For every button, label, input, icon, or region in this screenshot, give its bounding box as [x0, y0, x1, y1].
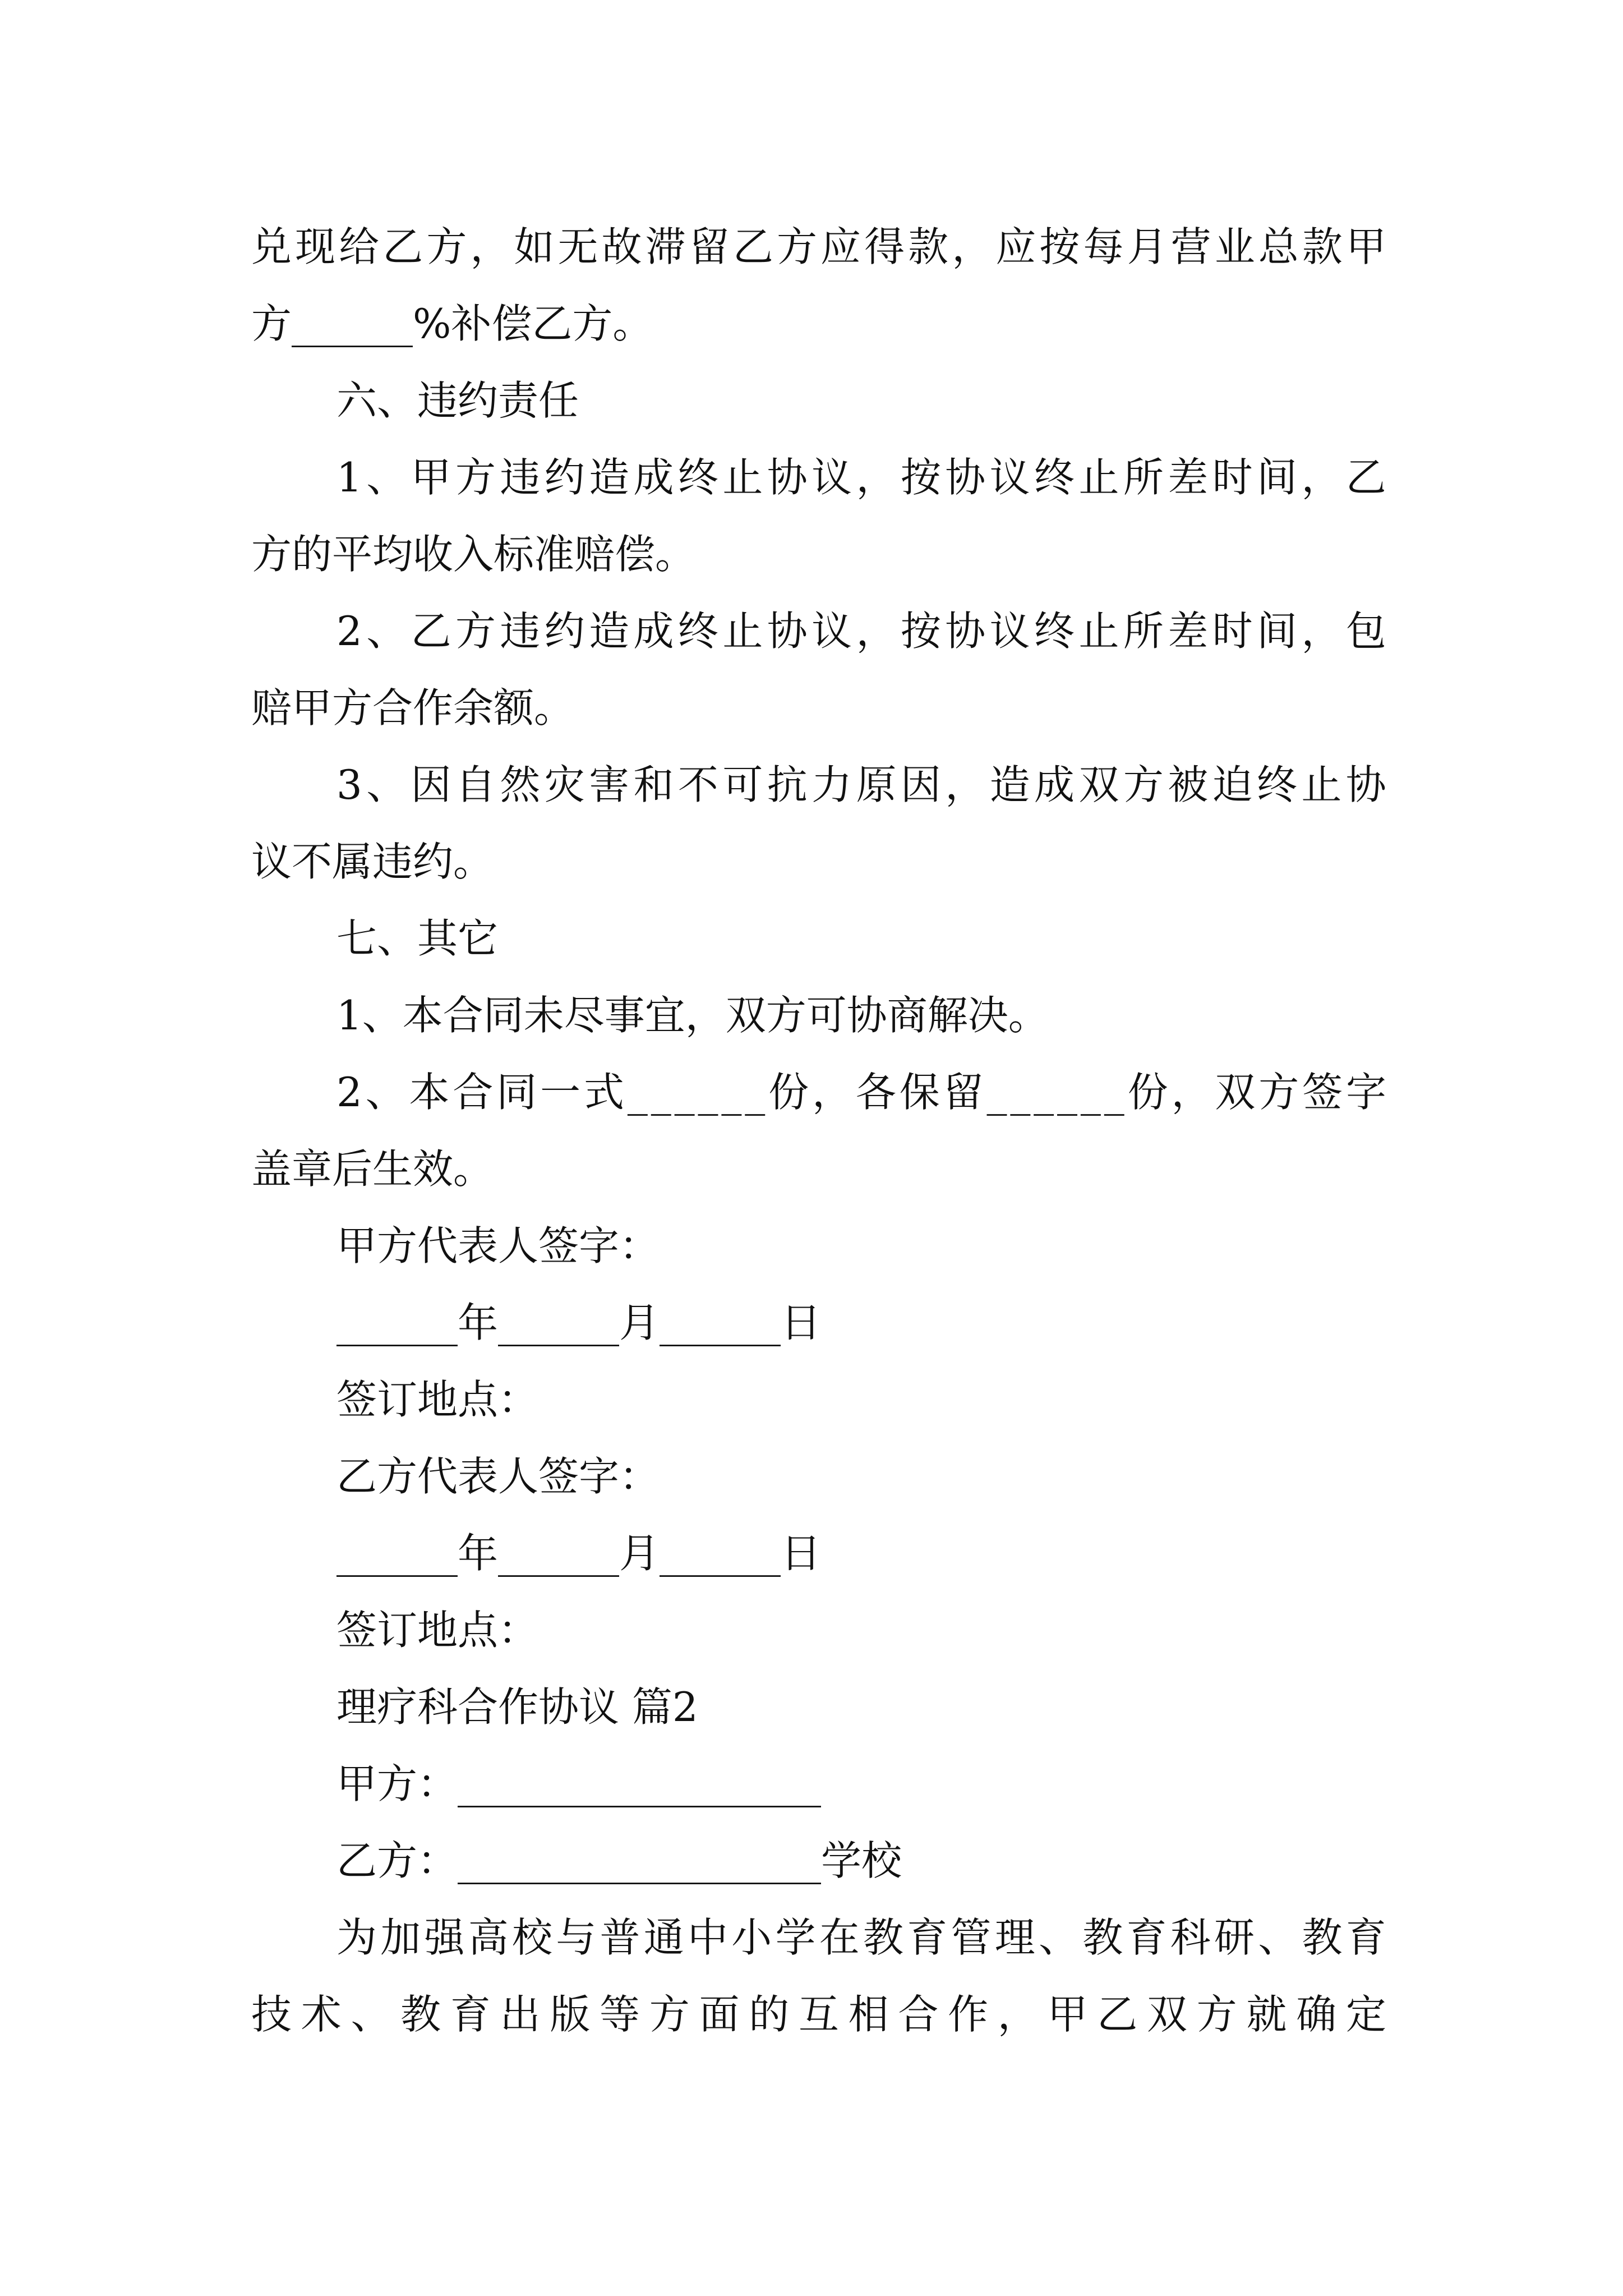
section-heading: 六、违约责任	[336, 377, 579, 424]
signature-label: 甲方代表人签字：	[336, 1222, 660, 1269]
party-line: 乙方：__________________学校	[336, 1837, 902, 1884]
signature-label: 乙方代表人签字：	[336, 1453, 660, 1500]
date-blank: ______年______月______日	[336, 1299, 821, 1346]
paragraph-line: 赔甲方合作余额。	[251, 684, 575, 731]
date-blank: ______年______月______日	[336, 1530, 821, 1577]
party-line: 甲方：__________________	[336, 1760, 822, 1807]
paragraph-line: 议不属违约。	[251, 838, 494, 885]
location-label: 签订地点：	[336, 1376, 539, 1423]
document-body	[251, 209, 1386, 2053]
section-title: 理疗科合作协议 篇2	[336, 1683, 698, 1731]
paragraph-line: 方的平均收入标准赔偿。	[251, 531, 696, 578]
paragraph-line: 为 加 强 高 校 与 普 通 中 小 学 在 教 育 管 理 、 教 育 科 研 、 教 育	[336, 1914, 1386, 1961]
paragraph-line: 方______%补偿乙方。	[251, 300, 653, 347]
paragraph-line: 2 、 本 合 同 一 式 _ _ _ _ _ _ 份 ， 各 保 留 _ _ _ _ _ _ 份 ， 双 方 签 字	[336, 1069, 1386, 1116]
paragraph-line: 1 、 甲 方 违 约 造 成 终 止 协 议 ， 按 协 议 终 止 所 差 时 间 ， 乙	[336, 454, 1386, 501]
location-label: 签订地点：	[336, 1607, 539, 1654]
paragraph-line: 1、本合同未尽事宜，双方可协商解决。	[336, 992, 1049, 1039]
paragraph-line: 3 、 因 自 然 灾 害 和 不 可 抗 力 原 因 ， 造 成 双 方 被 迫 终 止 协	[336, 761, 1386, 808]
paragraph-line: 技 术 、 教 育 出 版 等 方 面 的 互 相 合 作 ， 甲 乙 双 方 就 确 定	[251, 1991, 1386, 2038]
paragraph-line: 兑 现 给 乙 方 ， 如 无 故 滞 留 乙 方 应 得 款 ， 应 按 每 月 营 业 总 款 甲	[251, 223, 1386, 270]
section-heading: 七、其它	[336, 915, 499, 962]
paragraph-line: 盖章后生效。	[251, 1145, 494, 1193]
paragraph-line: 2 、 乙 方 违 约 造 成 终 止 协 议 ， 按 协 议 终 止 所 差 时 间 ， 包	[336, 608, 1386, 655]
